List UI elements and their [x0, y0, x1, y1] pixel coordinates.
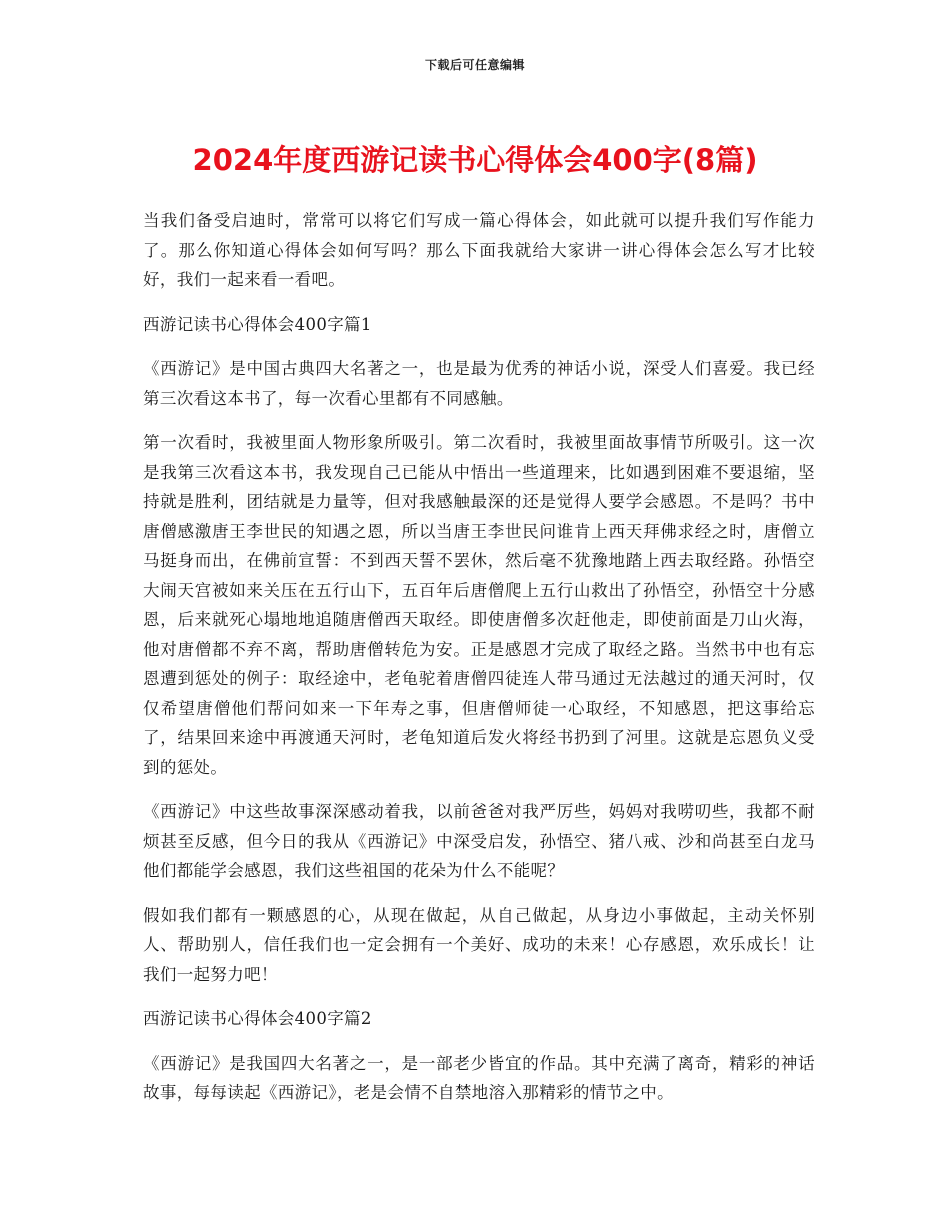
body-paragraph: 《西游记》是中国古典四大名著之一，也是最为优秀的神话小说，深受人们喜爱。我已经第三次看这本书了，每一次看心里都有不同感触。	[143, 359, 815, 408]
section-heading-2: 西游记读书心得体会400字篇2	[143, 1009, 372, 1028]
body-paragraph: 《西游记》中这些故事深深感动着我，以前爸爸对我严厉些，妈妈对我唠叨些，我都不耐烦甚至反感，但今日的我从《西游记》中深受启发，孙悟空、猪八戒、沙和尚甚至白龙马他们都能学会感恩，我们这些祖国的花朵为什么不能呢？	[143, 802, 815, 880]
header-note: 下载后可任意编辑	[424, 58, 525, 72]
intro-paragraph: 当我们备受启迪时，常常可以将它们写成一篇心得体会，如此就可以提升我们写作能力了。那么你知道心得体会如何写吗？那么下面我就给大家讲一讲心得体会怎么写才比较好，我们一起来看一看吧。	[143, 211, 815, 289]
body-paragraph: 假如我们都有一颗感恩的心，从现在做起，从自己做起，从身边小事做起，主动关怀别人、帮助别人，信任我们也一定会拥有一个美好、成功的未来！心存感恩，欢乐成长！让我们一起努力吧！	[143, 905, 815, 984]
body-paragraph: 第一次看时，我被里面人物形象所吸引。第二次看时，我被里面故事情节所吸引。这一次是我第三次看这本书，我发现自己已能从中悟出一些道理来，比如遇到困难不要退缩，坚持就是胜利，团结就是力量等，但对我感触最深的还是觉得人要学会感恩。不是吗？书中唐僧感激唐王李世民的知遇之恩，所以当唐王李世民问谁肯上西天拜佛求经之时，唐僧立马挺身而出，在佛前宣誓：不到西天誓不罢休，然后毫不犹豫地踏上西去取经路。孙悟空大闹天宫被如来关压在五行山下，五百年后唐僧爬上五行山救出了孙悟空，孙悟空十分感恩，后来就死心塌地地追随唐僧西天取经。即使唐僧多次赶他走，即使前面是刀山火海，他对唐僧都不弃不离，帮助唐僧转危为安。正是感恩才完成了取经之路。当然书中也有忘恩遭到惩处的例子：取经途中，老龟驼着唐僧四徒连人带马通过无法越过的通天河时，仅仅希望唐僧他们帮问如来一下年寿之事，但唐僧师徒一心取经，不知感恩，把这事给忘了，结果回来途中再渡通天河时，老龟知道后发火将经书扔到了河里。这就是忘恩负义受到的惩处。	[143, 433, 815, 777]
section-heading-1: 西游记读书心得体会400字篇1	[143, 314, 372, 334]
body-paragraph: 《西游记》是我国四大名著之一，是一部老少皆宜的作品。其中充满了离奇，精彩的神话故事，每每读起《西游记》，老是会情不自禁地溶入那精彩的情节之中。	[143, 1053, 815, 1102]
document-body	[143, 206, 815, 1123]
page-title: 2024年度西游记读书心得体会400字(8篇)	[192, 143, 758, 177]
